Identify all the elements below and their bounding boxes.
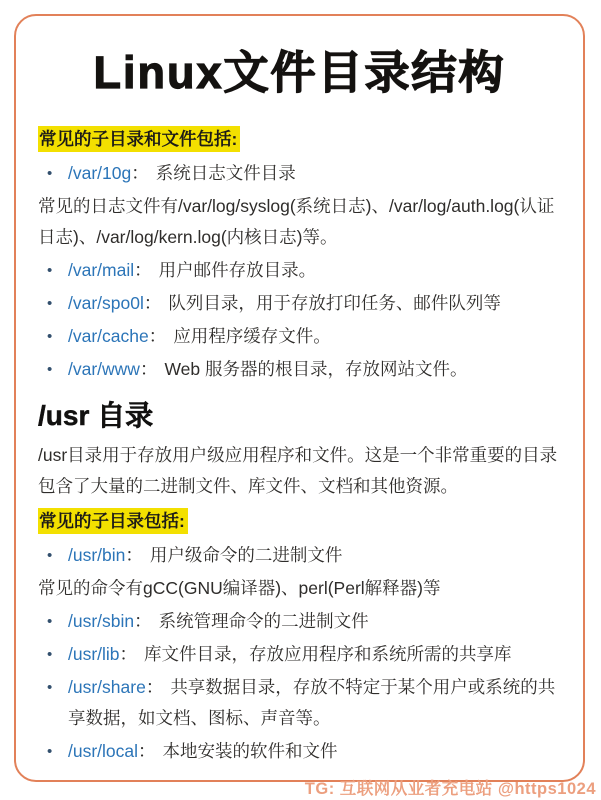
list-item-usr-share <box>38 672 561 734</box>
bullet-icon: • <box>47 328 53 345</box>
content-card <box>14 14 585 782</box>
dir-description: 队列目录，用于存放打印任务、邮件队列等 <box>168 293 501 313</box>
list-item-text <box>68 288 561 319</box>
dir-description: Web 服务器的根目录，存放网站文件。 <box>164 359 468 379</box>
list-item-text <box>68 255 561 286</box>
dir-path: /var/10g <box>68 163 132 183</box>
bullet-icon: • <box>47 262 53 279</box>
colon-separator: ： <box>131 163 149 183</box>
list-item-text <box>68 354 561 385</box>
dir-description: 共享数据目录，存放不特定于某个用户或系统的共享数据，如文档、图标、声音等。 <box>68 677 556 728</box>
dir-description: 应用程序缓存文件。 <box>173 326 331 346</box>
highlighted-label: 常见的子目录包括: <box>38 508 188 534</box>
bullet-icon: • <box>47 361 53 378</box>
dir-description: 系统管理命令的二进制文件 <box>158 611 369 631</box>
dir-path: /var/www <box>68 359 140 379</box>
list-item-text <box>68 672 561 734</box>
card-body <box>16 16 583 767</box>
highlighted-label: 常见的子目录和文件包括: <box>38 126 240 152</box>
dir-path: /var/spo0l <box>68 293 144 313</box>
dir-path: /var/cache <box>68 326 149 346</box>
bullet-icon: • <box>47 679 53 696</box>
dir-path: /usr/sbin <box>68 611 135 631</box>
section-label-row <box>38 124 561 155</box>
list-item-var-spool <box>38 288 561 319</box>
colon-separator: ： <box>148 326 167 346</box>
list-item-text <box>68 736 561 767</box>
bullet-icon: • <box>47 613 53 630</box>
dir-path: /usr/local <box>68 741 139 761</box>
bullet-icon: • <box>47 295 53 312</box>
dir-path: /var/mail <box>68 260 135 280</box>
dir-path: /usr/bin <box>68 545 126 565</box>
list-item-var-www <box>38 354 561 385</box>
section-intro-paragraph: /usr目录用于存放用户级应用程序和文件。这是一个非常重要的目录包含了大量的二进制文件、库文件、文档和其他资源。 <box>38 445 558 496</box>
colon-separator: ： <box>138 741 156 761</box>
dir-path: /usr/share <box>68 677 146 697</box>
page-title: Linux文件目录结构 <box>93 47 506 98</box>
bullet-icon: • <box>47 547 53 564</box>
watermark-text: TG: 互联网从业者充电站 @https1024 <box>304 780 596 798</box>
bullet-icon: • <box>47 165 53 182</box>
colon-separator: ： <box>139 359 158 379</box>
colon-separator: ： <box>134 611 152 631</box>
colon-separator: ： <box>134 260 152 280</box>
list-item-usr-local <box>38 736 561 767</box>
list-item-text <box>68 158 561 189</box>
list-item-var-mail <box>38 255 561 286</box>
colon-separator: ： <box>125 545 143 565</box>
colon-separator: ： <box>143 293 162 313</box>
dir-description: 库文件目录，存放应用程序和系统所需的共享库 <box>144 644 512 664</box>
list-item-text <box>68 540 561 571</box>
list-item-usr-lib <box>38 639 561 670</box>
section-label-row <box>38 506 561 537</box>
list-item-text <box>68 321 561 352</box>
bullet-icon: • <box>47 646 53 663</box>
colon-separator: ： <box>145 677 164 697</box>
dir-description: 用户邮件存放目录。 <box>158 260 317 280</box>
list-item-var-log <box>38 158 561 189</box>
dir-description: 本地安装的软件和文件 <box>162 741 338 761</box>
section-heading-usr: /usr 自录 <box>38 400 154 431</box>
colon-separator: ： <box>119 644 138 664</box>
list-item-usr-bin <box>38 540 561 571</box>
list-item-var-cache <box>38 321 561 352</box>
list-item-text <box>68 606 561 637</box>
bullet-icon: • <box>47 743 53 760</box>
list-item-text <box>68 639 561 670</box>
dir-path: /usr/lib <box>68 644 120 664</box>
note-paragraph: 常见的命令有gCC(GNU编译器)、perl(Perl解释器)等 <box>38 578 441 598</box>
list-item-usr-sbin <box>38 606 561 637</box>
dir-description: 系统日志文件目录 <box>155 163 296 183</box>
note-paragraph: 常见的日志文件有/var/log/syslog(系统日志)、/var/log/auth.log(认证日志)、/var/log/kern.log(内核日志)等。 <box>38 196 555 247</box>
dir-description: 用户级命令的二进制文件 <box>149 545 343 565</box>
